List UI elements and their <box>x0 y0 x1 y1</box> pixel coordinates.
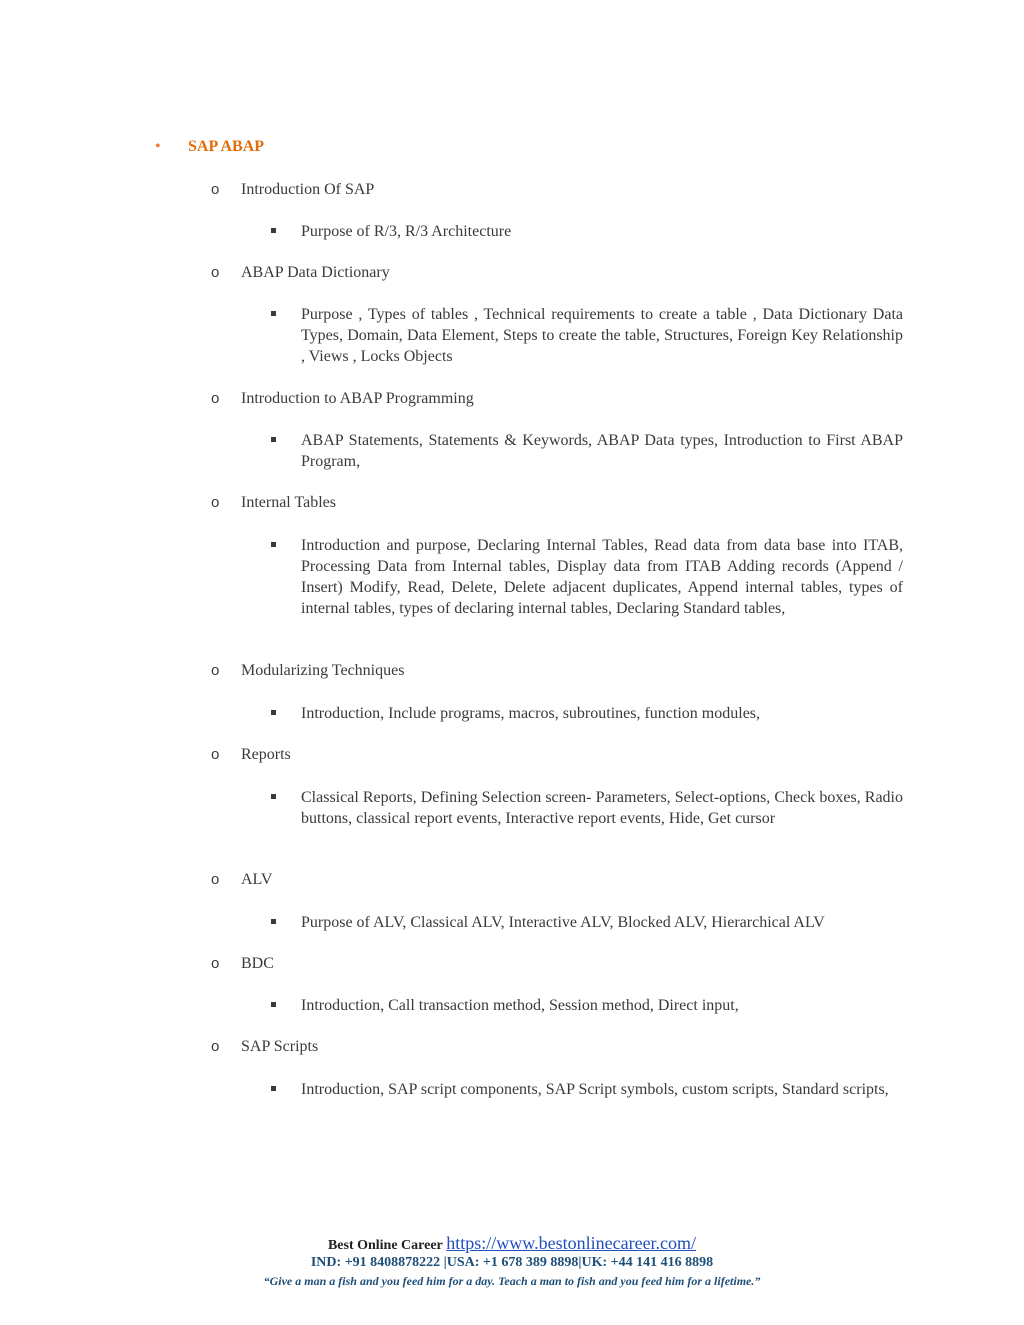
footer-phone-numbers: IND: +91 8408878222 |USA: +1 678 389 8898|UK: +44 141 416 8898 <box>310 1255 714 1270</box>
topic-title: SAP Scripts <box>241 1038 319 1055</box>
bullet-icon: • <box>155 138 161 155</box>
footer-quote: “Give a man a fish and you feed him for a day. Teach a man to fish and you feed him for a lifetime.” <box>263 1274 761 1288</box>
square-bullet-icon <box>271 919 276 924</box>
topic-detail: Introduction and purpose, Declaring Internal Tables, Read data from data base into ITAB, Processing Data from Internal tables, Display data from ITAB Adding records (Append / Insert) Modify, Read, Delete, Delete adjacent duplicates, Append internal tables, types of internal tables, types of declaring internal tables, Declaring Standard tables, <box>301 537 903 617</box>
circle-bullet-icon: o <box>211 662 220 679</box>
topic-title: Reports <box>241 746 291 763</box>
square-bullet-icon <box>271 311 276 316</box>
square-bullet-icon <box>271 1086 276 1091</box>
circle-bullet-icon: o <box>211 264 220 281</box>
square-bullet-icon <box>271 437 276 442</box>
circle-bullet-icon: o <box>211 1038 220 1055</box>
topic-detail: Purpose , Types of tables , Technical requirements to create a table , Data Dictionary Data Types, Domain, Data Element, Steps to create the table, Structures, Foreign Key Relationship , Views , Locks Objects <box>301 306 903 365</box>
circle-bullet-icon: o <box>211 746 220 763</box>
topic-detail: Purpose of ALV, Classical ALV, Interactive ALV, Blocked ALV, Hierarchical ALV <box>301 914 825 931</box>
circle-bullet-icon: o <box>211 494 220 511</box>
circle-bullet-icon: o <box>211 871 220 888</box>
footer-website-link[interactable]: https://www.bestonlinecareer.com/ <box>446 1233 697 1253</box>
circle-bullet-icon: o <box>211 955 220 972</box>
topic-detail: Introduction, Include programs, macros, subroutines, function modules, <box>301 705 761 722</box>
heading-label: SAP ABAP <box>188 138 265 155</box>
footer-brand: Best Online Career <box>327 1238 443 1253</box>
topic-detail: ABAP Statements, Statements & Keywords, ABAP Data types, Introduction to First ABAP Program, <box>301 432 903 470</box>
footer-brand-line <box>0 1233 1024 1254</box>
topic-title: Modularizing Techniques <box>241 662 405 679</box>
topic-detail: Purpose of R/3, R/3 Architecture <box>301 223 512 240</box>
topic-detail: Classical Reports, Defining Selection screen- Parameters, Select-options, Check boxes, Radio buttons, classical report events, Interactive report events, Hide, Get cursor <box>301 789 903 827</box>
topic-detail: Introduction, SAP script components, SAP Script symbols, custom scripts, Standard scripts, <box>301 1081 889 1098</box>
topic-title: BDC <box>241 955 274 972</box>
circle-bullet-icon: o <box>211 181 220 198</box>
topic-title: ABAP Data Dictionary <box>241 264 390 281</box>
circle-bullet-icon: o <box>211 390 220 407</box>
square-bullet-icon <box>271 794 276 799</box>
topic-title: Internal Tables <box>241 494 336 511</box>
topic-title: ALV <box>241 871 273 888</box>
topic-title: Introduction Of SAP <box>241 181 375 198</box>
square-bullet-icon <box>271 542 276 547</box>
square-bullet-icon <box>271 1002 276 1007</box>
topic-detail: Introduction, Call transaction method, Session method, Direct input, <box>301 997 739 1014</box>
square-bullet-icon <box>271 228 276 233</box>
square-bullet-icon <box>271 710 276 715</box>
topic-title: Introduction to ABAP Programming <box>241 390 474 407</box>
